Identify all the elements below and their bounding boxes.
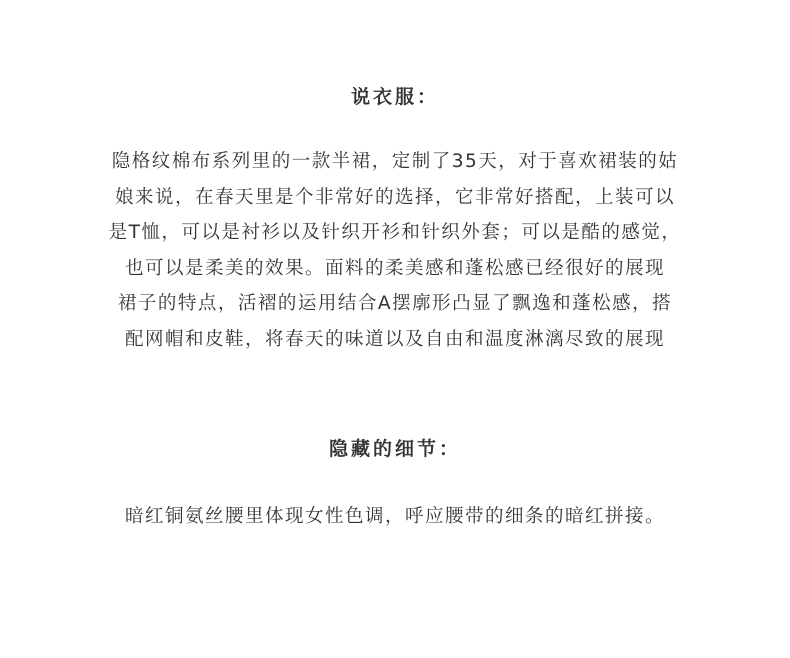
section-title-clothing: 说衣服：	[350, 86, 439, 108]
section-title-hidden-details: 隐藏的细节：	[328, 438, 461, 460]
details-line: 暗红铜氨丝腰里体现女性色调，呼应腰带的细条的暗红拼接。	[124, 506, 665, 527]
description-line: 配网帽和皮鞋，将春天的味道以及自由和温度淋漓尽致的展现	[124, 328, 665, 350]
description-line: 隐格纹棉布系列里的一款半裙，定制了35天，对于喜欢裙装的姑	[111, 151, 679, 172]
clothing-description	[70, 144, 720, 357]
description-line: 裙子的特点，活褶的运用结合A摆廓形凸显了飘逸和蓬松感，搭	[117, 293, 673, 314]
hidden-details-description	[70, 499, 720, 535]
description-line: 也可以是柔美的效果。面料的柔美感和蓬松感已经很好的展现	[124, 257, 665, 279]
description-line: 是T恤，可以是衬衫以及针织开衫和针织外套；可以是酷的感觉，	[108, 222, 682, 243]
description-line: 娘来说，在春天里是个非常好的选择，它非常好搭配，上装可以	[114, 186, 675, 208]
